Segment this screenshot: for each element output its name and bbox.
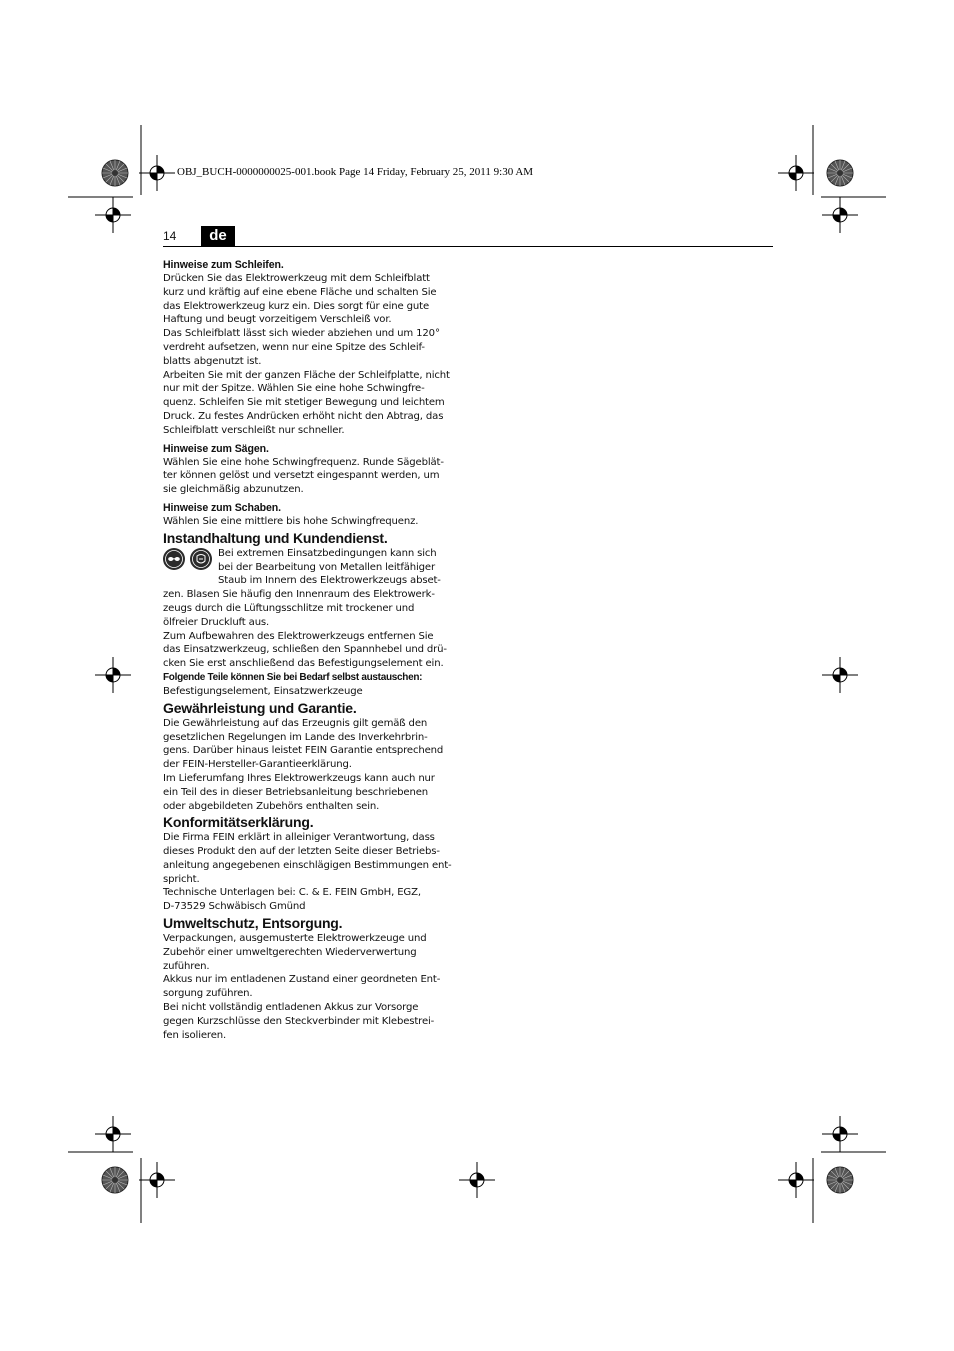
text-line: Druck. Zu festes Andrücken erhöht nicht den Abtrag, das [163,410,444,422]
text-line: Im Lieferumfang Ihres Elektrowerkzeugs kann auch nur [163,772,435,784]
text-line: Bei extremen Einsatzbedingungen kann sich [218,547,437,559]
text-line: ter können gelöst und versetzt eingespannt werden, um [163,470,440,482]
text-line: spricht. [163,873,200,885]
text-line: Zubehör einer umweltgerechten Wiederverwertung [163,946,417,958]
text-line: Die Firma FEIN erklärt in alleiniger Verantwortung, dass [163,832,435,844]
text-line: gens. Darüber hinaus leistet FEIN Garantie entsprechend [163,745,444,757]
heading-gewaehrleistung: Gewährleistung und Garantie. [163,699,357,716]
text-line: Verpackungen, ausgemusterte Elektrowerkzeuge und [163,933,427,945]
text-line: anleitung angegebenen einschlägigen Bestimmungen ent- [163,859,452,871]
text-line: bei der Bearbeitung von Metallen leitfähiger [218,561,435,573]
safety-goggles-icon [163,548,185,570]
text-line: gesetzlichen Regelungen im Lande des Inverkehrbrin- [163,731,428,743]
text-line: Staub im Innern des Elektrowerkzeugs abset- [218,575,441,587]
text-line: Schleifblatt verschleißt nur schneller. [163,424,345,436]
text-line: Wählen Sie eine hohe Schwingfrequenz. Runde Sägeblät- [163,456,444,468]
text-line: cken Sie erst anschließend das Befestigungselement ein. [163,658,444,670]
text-line: sorgung zuführen. [163,988,253,1000]
heading-instandhaltung: Instandhaltung und Kundendienst. [163,529,388,546]
text-line: D-73529 Schwäbisch Gmünd [163,901,306,913]
text-line: der FEIN-Hersteller-Garantieerklärung. [163,759,352,771]
text-line: Arbeiten Sie mit der ganzen Fläche der Schleifplatte, nicht [163,369,450,381]
heading-konformitaet: Konformitätserklärung. [163,814,314,831]
parts-list: Befestigungselement, Einsatzwerkzeuge [163,685,363,697]
text-line: das Elektrowerkzeug kurz ein. Dies sorgt für eine gute [163,300,430,312]
text-line: zen. Blasen Sie häufig den Innenraum des Elektrowerk- [163,589,435,601]
text-line: Technische Unterlagen bei: C. & E. FEIN GmbH, EGZ, [163,887,421,899]
header-rule [163,246,773,247]
text-line: das Einsatzwerkzeug, schließen den Spannhebel und drü- [163,644,447,656]
content-column [163,258,463,1042]
heading-saegen: Hinweise zum Sägen. [163,442,269,455]
heading-umweltschutz: Umweltschutz, Entsorgung. [163,915,343,932]
text-line: nur mit der Spitze. Wählen Sie eine hohe Schwingfre- [163,383,425,395]
text-line: dieses Produkt den auf der letzten Seite dieser Betriebs- [163,846,440,858]
text-line: zuführen. [163,960,210,972]
text-line: Haftung und beugt vorzeitigem Verschleiß vor. [163,314,392,326]
text-line: Die Gewährleistung auf das Erzeugnis gilt gemäß den [163,717,428,729]
language-badge: de [201,226,235,246]
parts-heading: Folgende Teile können Sie bei Bedarf selbst austauschen: [163,671,423,683]
text-line: fen isolieren. [163,1029,227,1041]
text-line: quenz. Schleifen Sie mit stetiger Bewegung und leichtem [163,397,445,409]
text-line: Wählen Sie eine mittlere bis hohe Schwingfrequenz. [163,515,419,527]
text-line: blatts abgenutzt ist. [163,355,262,367]
text-line: ein Teil des in dieser Betriebsanleitung beschriebenen [163,786,429,798]
text-line: sie gleichmäßig abzunutzen. [163,484,304,496]
text-line: gegen Kurzschlüsse den Steckverbinder mit Klebestrei- [163,1015,435,1027]
text-line: oder abgebildeten Zubehörs enthalten sein. [163,800,380,812]
text-line: zeugs durch die Lüftungsschlitze mit trockener und [163,602,415,614]
page-number: 14 [163,229,177,243]
text-line: verdreht aufsetzen, wenn nur eine Spitze des Schleif- [163,341,425,353]
text-line: Bei nicht vollständig entladenen Akkus zur Vorsorge [163,1002,419,1014]
text-line: ölfreier Druckluft aus. [163,616,270,628]
book-file-info: OBJ_BUCH-0000000025-001.book Page 14 Friday, February 25, 2011 9:30 AM [177,166,534,178]
heading-schleifen: Hinweise zum Schleifen. [163,259,284,271]
heading-schaben: Hinweise zum Schaben. [163,501,281,514]
text-line: Akkus nur im entladenen Zustand einer geordneten Ent- [163,974,441,986]
ppe-icons [163,547,217,577]
text-line: Zum Aufbewahren des Elektrowerkzeugs entfernen Sie [163,630,434,642]
dust-mask-icon [190,548,212,570]
maintenance-block [163,547,463,699]
text-line: Drücken Sie das Elektrowerkzeug mit dem Schleifblatt [163,273,430,284]
text-line: Das Schleifblatt lässt sich wieder abziehen und um 120° [163,328,440,340]
text-line: kurz und kräftig auf eine ebene Fläche und schalten Sie [163,286,437,298]
